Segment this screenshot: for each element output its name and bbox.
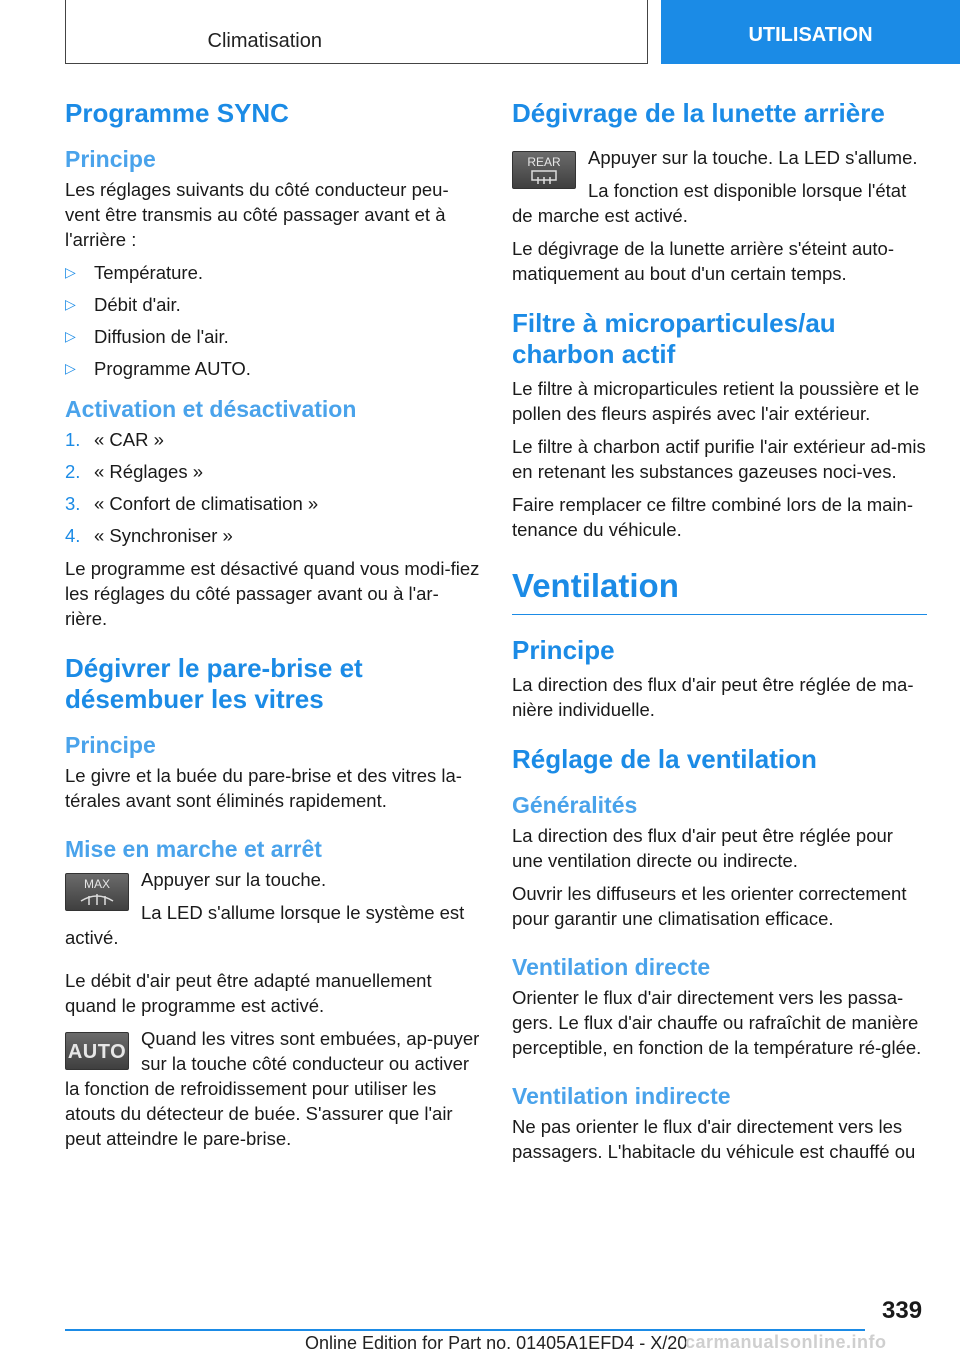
sync-title: Programme SYNC bbox=[65, 98, 289, 128]
vent-principe-title: Principe bbox=[512, 635, 615, 665]
list-item: ▷ Diffusion de l'air. bbox=[65, 326, 229, 347]
filtre-p2: Le filtre à charbon actif purifie l'air extérieur ad-mis en retenant les substances gazeuses noci-ves. bbox=[512, 436, 926, 482]
generalites-p2: Ouvrir les diffuseurs et les orienter correctement pour garantir une climatisation efficace. bbox=[512, 883, 907, 929]
marche-p1: Appuyer sur la touche. bbox=[141, 869, 327, 890]
indirecte-title: Ventilation indirecte bbox=[512, 1083, 731, 1109]
step-item: 4. « Synchroniser » bbox=[65, 525, 233, 546]
triangle-bullet-icon: ▷ bbox=[65, 328, 76, 344]
right-column bbox=[512, 98, 927, 1172]
max-defrost-button-icon: MAX bbox=[65, 873, 129, 911]
degivrer-principe-title: Principe bbox=[65, 732, 156, 758]
degivrer-title: Dégivrer le pare-brise et désembuer les vitres bbox=[65, 653, 363, 714]
auto-button-icon: AUTO bbox=[65, 1032, 129, 1070]
step-item: 2. « Réglages » bbox=[65, 461, 204, 482]
activation-note: Le programme est désactivé quand vous modi-fiez les réglages du côté passager avant ou à l'ar-rière. bbox=[65, 558, 480, 629]
vent-principe-text: La direction des flux d'air peut être réglée de ma-nière individuelle. bbox=[512, 674, 914, 720]
ventilation-heading bbox=[512, 564, 927, 615]
filtre-p3: Faire remplacer ce filtre combiné lors de la main-tenance du véhicule. bbox=[512, 494, 913, 540]
page-number: 339 bbox=[882, 1297, 923, 1324]
indirecte-text: Ne pas orienter le flux d'air directement vers les passagers. L'habitacle du véhicule est chauffé ou bbox=[512, 1116, 916, 1162]
directe-text: Orienter le flux d'air directement vers les passa-gers. Le flux d'air chauffe ou rafraîchit de manière perceptible, en fonction de la température ré-glée. bbox=[512, 987, 922, 1058]
rear-defrost-button-icon: REAR bbox=[512, 151, 576, 189]
generalites-p1: La direction des flux d'air peut être réglée pour une ventilation directe ou indirecte. bbox=[512, 825, 893, 871]
list-item: ▷ Programme AUTO. bbox=[65, 358, 251, 379]
triangle-bullet-icon: ▷ bbox=[65, 360, 76, 376]
marche-title: Mise en marche et arrêt bbox=[65, 836, 322, 862]
rear-title: Dégivrage de la lunette arrière bbox=[512, 98, 885, 128]
degivrer-principe-text: Le givre et la buée du pare-brise et des vitres la-térales avant sont éliminés rapidement. bbox=[65, 765, 462, 811]
rear-p3: Le dégivrage de la lunette arrière s'éteint auto-matiquement au bout d'un certain temps. bbox=[512, 238, 894, 284]
step-item: 1. « CAR » bbox=[65, 429, 164, 450]
step-item: 3. « Confort de climatisation » bbox=[65, 493, 319, 514]
directe-title: Ventilation directe bbox=[512, 954, 711, 980]
triangle-bullet-icon: ▷ bbox=[65, 264, 76, 280]
defrost-icon bbox=[77, 891, 117, 907]
sync-principe-title: Principe bbox=[65, 146, 156, 172]
section-title: Climatisation bbox=[207, 30, 322, 52]
footer-divider bbox=[65, 1329, 865, 1331]
generalites-title: Généralités bbox=[512, 792, 638, 818]
filtre-p1: Le filtre à microparticules retient la poussière et le pollen des fleurs aspirés avec l'air extérieur. bbox=[512, 378, 920, 424]
marche-p3: Le débit d'air peut être adapté manuellement quand le programme est activé. bbox=[65, 970, 432, 1016]
list-item: ▷ Débit d'air. bbox=[65, 294, 181, 315]
left-column bbox=[65, 98, 480, 1159]
rear-window-heat-icon bbox=[524, 169, 564, 185]
edition-text: Online Edition for Part no. 01405A1EFD4 - X/20 bbox=[305, 1333, 688, 1353]
header-box bbox=[65, 0, 648, 64]
ventilation-title: Ventilation bbox=[512, 567, 679, 604]
triangle-bullet-icon: ▷ bbox=[65, 296, 76, 312]
filtre-title: Filtre à microparticules/au charbon actif bbox=[512, 308, 836, 369]
activation-steps bbox=[65, 427, 480, 548]
list-item: ▷ Température. bbox=[65, 262, 203, 283]
marche-p4: Quand les vitres sont embuées, ap-puyer sur la touche côté conducteur ou activer la fonction de refroidissement pour utiliser les atouts du détecteur de buée. S'assurer que l'air peut atteindre le pare-brise. bbox=[65, 1028, 480, 1149]
reglage-title: Réglage de la ventilation bbox=[512, 744, 817, 774]
marche-p2: La LED s'allume lorsque le système est activé. bbox=[65, 902, 465, 948]
activation-title: Activation et désactivation bbox=[65, 396, 357, 422]
sync-list bbox=[65, 260, 480, 381]
rear-p2: La fonction est disponible lorsque l'état de marche est activé. bbox=[512, 180, 907, 226]
rear-p1: Appuyer sur la touche. La LED s'allume. bbox=[588, 147, 918, 168]
watermark: carmanualsonline.info bbox=[685, 1332, 887, 1352]
sync-principe-text: Les réglages suivants du côté conducteur peu-vent être transmis au côté passager avant et à l'arrière : bbox=[65, 179, 449, 250]
chapter-tab[interactable]: UTILISATION bbox=[661, 0, 960, 64]
